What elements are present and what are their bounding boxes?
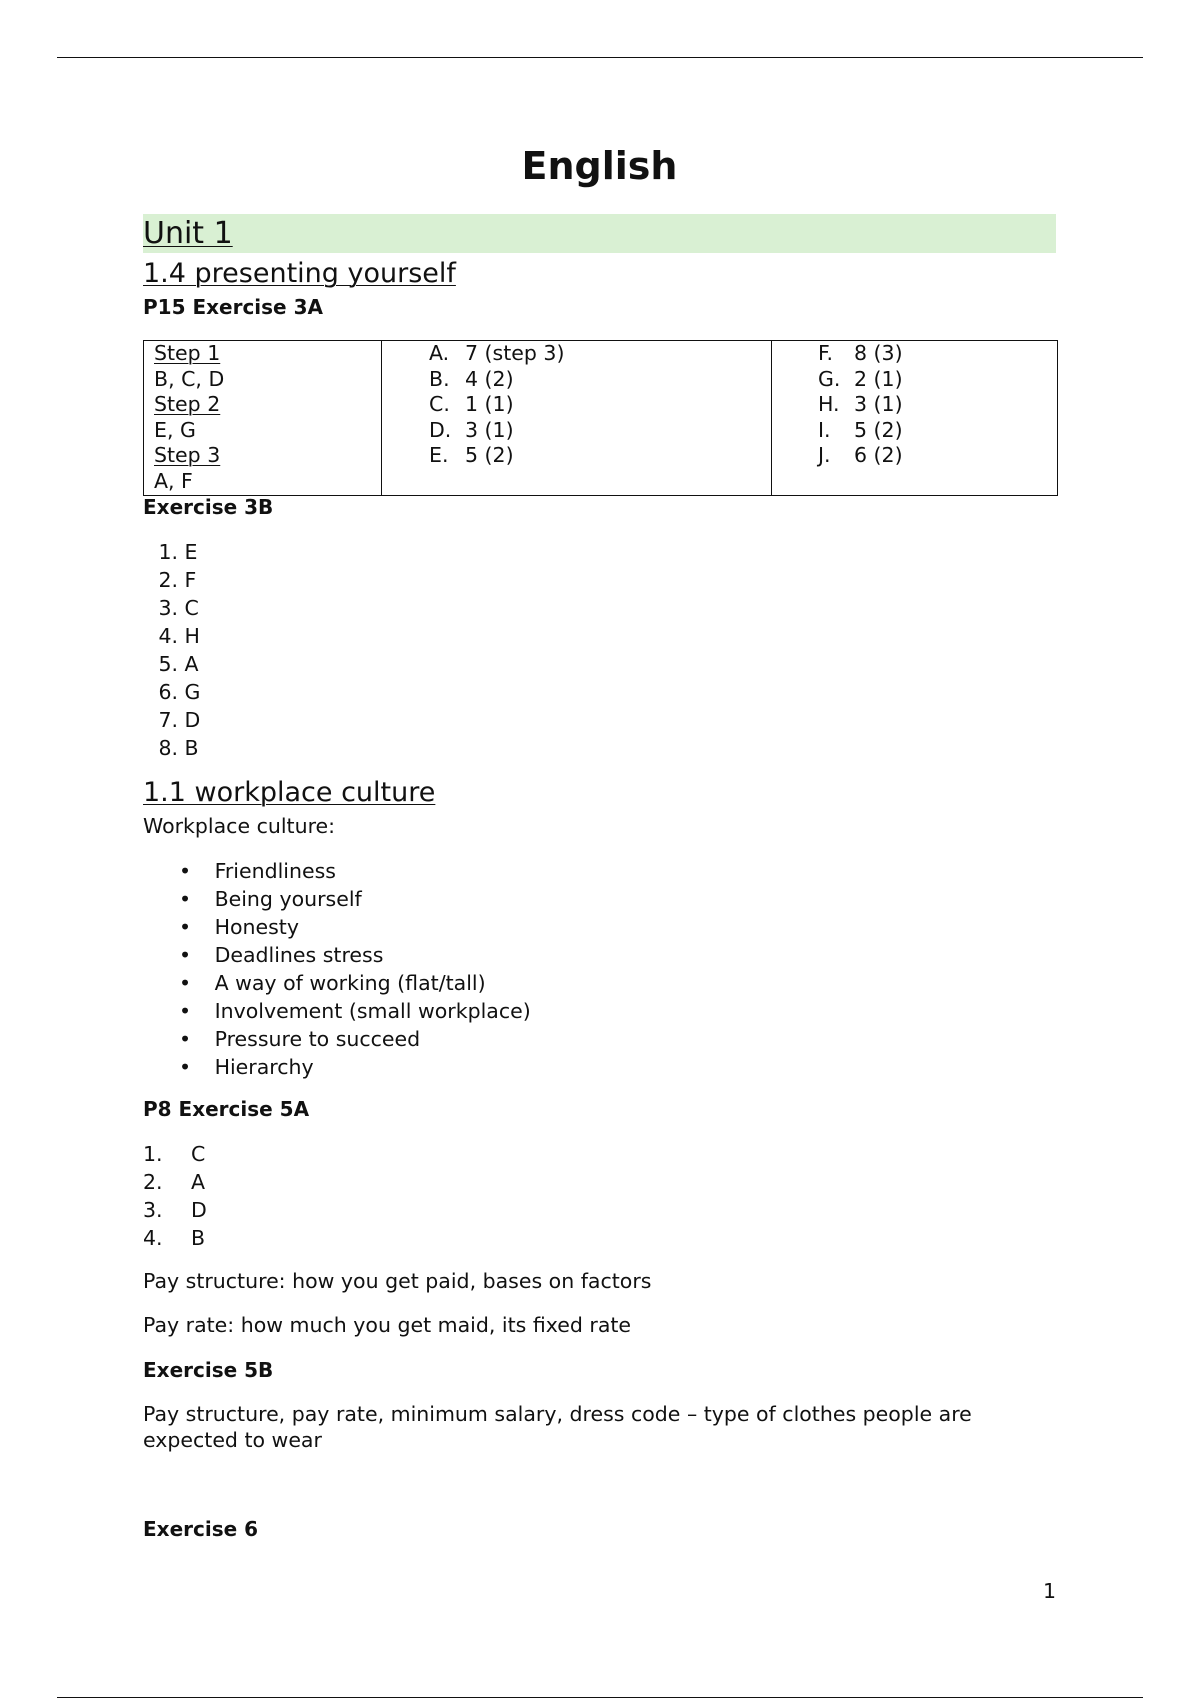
- bullet-icon: •: [178, 887, 192, 911]
- list-item: 7. D: [158, 708, 201, 732]
- list-item: 3. C: [158, 596, 199, 620]
- pay-rate-note: Pay rate: how much you get maid, its fixed rate: [143, 1313, 632, 1337]
- bullet-icon: •: [178, 1027, 192, 1051]
- list-item: 4. B: [143, 1226, 206, 1250]
- bullet-icon: •: [178, 943, 192, 967]
- list-item: • Deadlines stress: [175, 941, 531, 969]
- list-item: H. 3 (1): [818, 392, 903, 416]
- list-item: D. 3 (1): [429, 417, 514, 442]
- list-item: 2. A: [143, 1170, 206, 1194]
- unit-heading-text: Unit 1: [143, 216, 233, 251]
- list-item: 1. C: [143, 1142, 206, 1166]
- list-item: • Hierarchy: [175, 1053, 531, 1081]
- exercise-6-label: Exercise 6: [143, 1517, 259, 1541]
- workplace-culture-bullets: [175, 857, 531, 1081]
- list-item: • Friendliness: [175, 857, 531, 885]
- list-item: 5. A: [158, 652, 199, 676]
- list-item: G. 2 (1): [818, 366, 903, 391]
- exercise-3a-table: [143, 340, 1058, 496]
- bullet-icon: •: [178, 915, 192, 939]
- bullet-icon: •: [178, 859, 192, 883]
- step-label: Step 2: [154, 392, 221, 416]
- table-column-steps: [144, 341, 382, 496]
- bullet-icon: •: [178, 1055, 192, 1079]
- list-item: B. 4 (2): [429, 366, 514, 391]
- list-item: A. 7 (step 3): [429, 341, 565, 365]
- exercise-5b-text: Pay structure, pay rate, minimum salary, dress code – type of clothes people are expected to wear: [143, 1402, 972, 1452]
- list-item: I. 5 (2): [818, 417, 903, 442]
- workplace-culture-intro: Workplace culture:: [143, 814, 336, 838]
- header-rule: [57, 57, 1143, 58]
- list-item: J. 6 (2): [818, 443, 903, 467]
- list-item: • A way of working (flat/tall): [175, 969, 531, 997]
- step-answer: B, C, D: [154, 366, 225, 391]
- list-item: 3. D: [143, 1198, 207, 1222]
- list-item: • Pressure to succeed: [175, 1025, 531, 1053]
- list-item: 2. F: [158, 568, 197, 592]
- list-item: • Honesty: [175, 913, 531, 941]
- list-item: E. 5 (2): [429, 443, 514, 467]
- document-title: English: [521, 144, 678, 188]
- list-item: F. 8 (3): [818, 341, 903, 365]
- footer-rule: [57, 1697, 1143, 1698]
- table-column-a-to-e: [382, 341, 772, 496]
- step-label: Step 3: [154, 443, 221, 467]
- exercise-3b-answers: [143, 538, 200, 762]
- exercise-5a-answers: [143, 1140, 207, 1252]
- step-answer: E, G: [154, 417, 196, 442]
- list-item: 8. B: [158, 736, 199, 760]
- exercise-3a-label: P15 Exercise 3A: [143, 295, 323, 319]
- section-heading-presenting-yourself: 1.4 presenting yourself: [143, 258, 456, 289]
- unit-heading: [143, 214, 1056, 253]
- list-item: • Being yourself: [175, 885, 531, 913]
- exercise-3b-label: Exercise 3B: [143, 495, 274, 519]
- step-answer: A, F: [154, 468, 193, 493]
- page-number: 1: [1043, 1579, 1057, 1603]
- list-item: 6. G: [158, 680, 201, 704]
- bullet-icon: •: [178, 999, 192, 1023]
- section-heading-workplace-culture: 1.1 workplace culture: [143, 777, 436, 808]
- exercise-5b-label: Exercise 5B: [143, 1358, 274, 1382]
- list-item: C. 1 (1): [429, 392, 514, 416]
- table-column-f-to-j: [772, 341, 1058, 496]
- step-label: Step 1: [154, 341, 221, 365]
- list-item: • Involvement (small workplace): [175, 997, 531, 1025]
- list-item: 1. E: [158, 540, 198, 564]
- exercise-5a-label: P8 Exercise 5A: [143, 1097, 310, 1121]
- list-item: 4. H: [158, 624, 200, 648]
- pay-structure-note: Pay structure: how you get paid, bases on factors: [143, 1269, 652, 1293]
- bullet-icon: •: [178, 971, 192, 995]
